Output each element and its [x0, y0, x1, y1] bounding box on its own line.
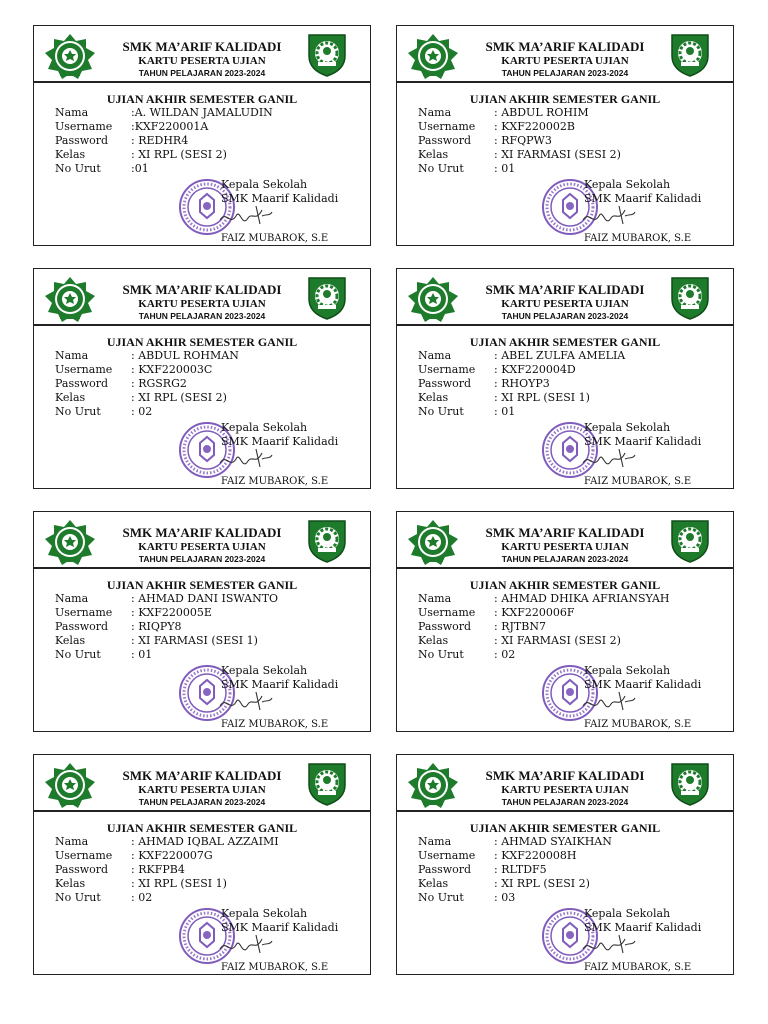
card-header — [397, 755, 733, 812]
value-kelas: : XI FARMASI (SESI 2) — [494, 148, 621, 161]
exam-title: UJIAN AKHIR SEMESTER GANIL — [469, 335, 661, 349]
label-password: Password — [418, 620, 472, 633]
value-password: : RIQPY8 — [131, 620, 182, 633]
participant-fields — [418, 349, 625, 419]
principal-block — [584, 664, 701, 692]
card-header — [397, 26, 733, 83]
label-password: Password — [418, 863, 472, 876]
principal-name: FAIZ MUBAROK, S.E — [221, 233, 329, 244]
card-title: KARTU PESERTA UJIAN — [138, 298, 266, 310]
principal-block — [221, 907, 338, 935]
label-nama: Nama — [418, 106, 452, 119]
field-kelas — [55, 877, 279, 891]
exam-card — [396, 754, 734, 975]
field-kelas — [55, 634, 278, 648]
card-title: KARTU PESERTA UJIAN — [501, 541, 629, 553]
label-username: Username — [418, 606, 476, 619]
exam-title: UJIAN AKHIR SEMESTER GANIL — [469, 821, 661, 835]
label-nama: Nama — [418, 592, 452, 605]
field-username — [418, 606, 669, 620]
principal-school: SMK Maarif Kalidadi — [221, 435, 339, 448]
label-nama: Nama — [55, 106, 89, 119]
label-no-urut: No Urut — [55, 648, 101, 661]
field-no-urut — [55, 891, 279, 905]
label-nama: Nama — [55, 592, 89, 605]
value-no-urut: : 02 — [131, 405, 153, 418]
academic-year: TAHUN PELAJARAN 2023-2024 — [501, 311, 629, 321]
field-password — [418, 134, 621, 148]
academic-year: TAHUN PELAJARAN 2023-2024 — [138, 554, 266, 564]
participant-fields — [55, 106, 273, 176]
card-title: KARTU PESERTA UJIAN — [501, 784, 629, 796]
school-name: SMK MA’ARIF KALIDADI — [485, 768, 645, 783]
principal-school: SMK Maarif Kalidadi — [584, 678, 702, 691]
field-nama — [418, 835, 612, 849]
label-username: Username — [55, 120, 113, 133]
school-logo-icon — [405, 276, 461, 324]
value-password: : RHOYP3 — [494, 377, 550, 390]
value-nama: : ABEL ZULFA AMELIA — [494, 349, 626, 362]
label-no-urut: No Urut — [55, 405, 101, 418]
card-header — [34, 512, 370, 569]
label-username: Username — [55, 363, 113, 376]
field-password — [418, 863, 612, 877]
field-password — [55, 134, 273, 148]
principal-school: SMK Maarif Kalidadi — [221, 678, 339, 691]
value-kelas: : XI RPL (SESI 2) — [494, 877, 590, 890]
value-password: : REDHR4 — [131, 134, 189, 147]
field-password — [55, 863, 279, 877]
value-nama: : AHMAD DANI ISWANTO — [131, 592, 279, 605]
label-username: Username — [55, 606, 113, 619]
exam-title: UJIAN AKHIR SEMESTER GANIL — [469, 578, 661, 592]
principal-block — [584, 421, 701, 449]
academic-year: TAHUN PELAJARAN 2023-2024 — [138, 68, 266, 78]
label-kelas: Kelas — [418, 877, 449, 890]
exam-card — [33, 25, 371, 246]
exam-title: UJIAN AKHIR SEMESTER GANIL — [106, 92, 298, 106]
school-logo-icon — [405, 519, 461, 567]
field-no-urut — [418, 891, 612, 905]
field-nama — [55, 835, 279, 849]
participant-fields — [55, 349, 239, 419]
signature-icon — [216, 202, 274, 230]
principal-name: FAIZ MUBAROK, S.E — [584, 962, 692, 973]
label-kelas: Kelas — [418, 634, 449, 647]
value-username: : KXF220004D — [494, 363, 576, 376]
field-no-urut — [418, 405, 625, 419]
value-username: : KXF220008H — [494, 849, 577, 862]
value-username: : KXF220002B — [494, 120, 575, 133]
participant-fields — [418, 106, 621, 176]
principal-block — [584, 178, 701, 206]
shield-logo-icon — [669, 518, 711, 564]
field-username — [418, 849, 612, 863]
school-name: SMK MA’ARIF KALIDADI — [122, 525, 282, 540]
card-header — [34, 269, 370, 326]
principal-name: FAIZ MUBAROK, S.E — [221, 962, 329, 973]
value-password: : RGSRG2 — [131, 377, 187, 390]
value-kelas: : XI FARMASI (SESI 1) — [131, 634, 258, 647]
field-password — [418, 377, 625, 391]
field-username — [55, 363, 239, 377]
school-logo-icon — [405, 762, 461, 810]
label-password: Password — [55, 134, 109, 147]
principal-school: SMK Maarif Kalidadi — [584, 192, 702, 205]
principal-name: FAIZ MUBAROK, S.E — [221, 476, 329, 487]
exam-card — [33, 754, 371, 975]
field-username — [55, 606, 278, 620]
label-no-urut: No Urut — [418, 405, 464, 418]
field-kelas — [418, 877, 612, 891]
signature-icon — [579, 445, 637, 473]
value-nama: : AHMAD SYAIKHAN — [494, 835, 612, 848]
label-kelas: Kelas — [418, 391, 449, 404]
shield-logo-icon — [669, 275, 711, 321]
label-no-urut: No Urut — [55, 162, 101, 175]
label-kelas: Kelas — [55, 634, 86, 647]
card-title: KARTU PESERTA UJIAN — [138, 541, 266, 553]
signature-icon — [579, 688, 637, 716]
principal-school: SMK Maarif Kalidadi — [584, 435, 702, 448]
signature-icon — [216, 445, 274, 473]
principal-block — [584, 907, 701, 935]
participant-fields — [55, 592, 278, 662]
card-header — [34, 755, 370, 812]
field-nama — [55, 592, 278, 606]
value-username: : KXF220007G — [131, 849, 213, 862]
card-header — [397, 512, 733, 569]
principal-school: SMK Maarif Kalidadi — [221, 921, 339, 934]
signature-icon — [579, 931, 637, 959]
field-nama — [418, 349, 625, 363]
label-password: Password — [55, 620, 109, 633]
school-logo-icon — [405, 33, 461, 81]
value-no-urut: : 03 — [494, 891, 516, 904]
field-password — [418, 620, 669, 634]
label-username: Username — [55, 849, 113, 862]
principal-name: FAIZ MUBAROK, S.E — [584, 233, 692, 244]
principal-name: FAIZ MUBAROK, S.E — [584, 476, 692, 487]
label-username: Username — [418, 849, 476, 862]
field-no-urut — [418, 648, 669, 662]
field-username — [55, 120, 273, 134]
exam-card — [396, 268, 734, 489]
value-kelas: : XI RPL (SESI 2) — [131, 148, 227, 161]
signature-icon — [216, 688, 274, 716]
value-no-urut: :01 — [131, 162, 149, 175]
field-nama — [55, 106, 273, 120]
label-no-urut: No Urut — [418, 891, 464, 904]
field-password — [55, 377, 239, 391]
exam-title: UJIAN AKHIR SEMESTER GANIL — [106, 335, 298, 349]
label-password: Password — [418, 134, 472, 147]
principal-role: Kepala Sekolah — [584, 907, 671, 920]
principal-role: Kepala Sekolah — [584, 178, 671, 191]
principal-role: Kepala Sekolah — [221, 421, 308, 434]
principal-role: Kepala Sekolah — [221, 178, 308, 191]
card-title: KARTU PESERTA UJIAN — [501, 298, 629, 310]
value-password: : RKFPB4 — [131, 863, 185, 876]
field-no-urut — [55, 648, 278, 662]
value-kelas: : XI RPL (SESI 2) — [131, 391, 227, 404]
shield-logo-icon — [306, 518, 348, 564]
field-kelas — [418, 634, 669, 648]
principal-role: Kepala Sekolah — [584, 421, 671, 434]
school-logo-icon — [42, 519, 98, 567]
school-logo-icon — [42, 33, 98, 81]
label-kelas: Kelas — [55, 148, 86, 161]
card-header — [397, 269, 733, 326]
school-name: SMK MA’ARIF KALIDADI — [122, 282, 282, 297]
school-name: SMK MA’ARIF KALIDADI — [485, 39, 645, 54]
label-nama: Nama — [55, 349, 89, 362]
label-no-urut: No Urut — [55, 891, 101, 904]
field-no-urut — [55, 162, 273, 176]
label-kelas: Kelas — [55, 391, 86, 404]
value-no-urut: : 02 — [131, 891, 153, 904]
signature-icon — [579, 202, 637, 230]
school-logo-icon — [42, 276, 98, 324]
value-no-urut: : 02 — [494, 648, 516, 661]
field-no-urut — [55, 405, 239, 419]
school-name: SMK MA’ARIF KALIDADI — [122, 39, 282, 54]
value-nama: : ABDUL ROHMAN — [131, 349, 239, 362]
value-username: : KXF220006F — [494, 606, 575, 619]
exam-card — [33, 511, 371, 732]
label-password: Password — [55, 377, 109, 390]
participant-fields — [55, 835, 279, 905]
academic-year: TAHUN PELAJARAN 2023-2024 — [501, 797, 629, 807]
field-username — [418, 363, 625, 377]
principal-name: FAIZ MUBAROK, S.E — [584, 719, 692, 730]
exam-card — [396, 25, 734, 246]
value-username: : KXF220003C — [131, 363, 213, 376]
value-nama: : AHMAD IQBAL AZZAIMI — [131, 835, 279, 848]
value-no-urut: : 01 — [494, 162, 516, 175]
label-username: Username — [418, 120, 476, 133]
value-nama: : ABDUL ROHIM — [494, 106, 589, 119]
value-password: : RLTDF5 — [494, 863, 547, 876]
school-logo-icon — [42, 762, 98, 810]
value-no-urut: : 01 — [494, 405, 516, 418]
card-title: KARTU PESERTA UJIAN — [138, 55, 266, 67]
shield-logo-icon — [669, 32, 711, 78]
label-password: Password — [55, 863, 109, 876]
shield-logo-icon — [306, 275, 348, 321]
value-no-urut: : 01 — [131, 648, 153, 661]
principal-role: Kepala Sekolah — [221, 907, 308, 920]
academic-year: TAHUN PELAJARAN 2023-2024 — [138, 797, 266, 807]
principal-role: Kepala Sekolah — [221, 664, 308, 677]
card-header — [34, 26, 370, 83]
value-kelas: : XI FARMASI (SESI 2) — [494, 634, 621, 647]
value-kelas: : XI RPL (SESI 1) — [494, 391, 590, 404]
field-kelas — [55, 148, 273, 162]
label-nama: Nama — [418, 349, 452, 362]
label-password: Password — [418, 377, 472, 390]
field-nama — [418, 592, 669, 606]
value-password: : RJTBN7 — [494, 620, 546, 633]
principal-block — [221, 664, 338, 692]
field-kelas — [55, 391, 239, 405]
principal-block — [221, 178, 338, 206]
principal-role: Kepala Sekolah — [584, 664, 671, 677]
exam-card — [33, 268, 371, 489]
school-name: SMK MA’ARIF KALIDADI — [122, 768, 282, 783]
value-username: :KXF220001A — [131, 120, 209, 133]
label-no-urut: No Urut — [418, 648, 464, 661]
exam-card — [396, 511, 734, 732]
field-nama — [55, 349, 239, 363]
participant-fields — [418, 592, 669, 662]
shield-logo-icon — [306, 32, 348, 78]
principal-name: FAIZ MUBAROK, S.E — [221, 719, 329, 730]
exam-title: UJIAN AKHIR SEMESTER GANIL — [469, 92, 661, 106]
field-kelas — [418, 148, 621, 162]
academic-year: TAHUN PELAJARAN 2023-2024 — [501, 68, 629, 78]
field-username — [55, 849, 279, 863]
label-no-urut: No Urut — [418, 162, 464, 175]
label-nama: Nama — [418, 835, 452, 848]
card-title: KARTU PESERTA UJIAN — [501, 55, 629, 67]
field-no-urut — [418, 162, 621, 176]
shield-logo-icon — [669, 761, 711, 807]
value-nama: : AHMAD DHIKA AFRIANSYAH — [494, 592, 670, 605]
shield-logo-icon — [306, 761, 348, 807]
principal-school: SMK Maarif Kalidadi — [584, 921, 702, 934]
school-name: SMK MA’ARIF KALIDADI — [485, 282, 645, 297]
field-kelas — [418, 391, 625, 405]
label-kelas: Kelas — [418, 148, 449, 161]
principal-school: SMK Maarif Kalidadi — [221, 192, 339, 205]
participant-fields — [418, 835, 612, 905]
exam-title: UJIAN AKHIR SEMESTER GANIL — [106, 578, 298, 592]
label-username: Username — [418, 363, 476, 376]
label-kelas: Kelas — [55, 877, 86, 890]
label-nama: Nama — [55, 835, 89, 848]
exam-title: UJIAN AKHIR SEMESTER GANIL — [106, 821, 298, 835]
card-title: KARTU PESERTA UJIAN — [138, 784, 266, 796]
field-password — [55, 620, 278, 634]
value-username: : KXF220005E — [131, 606, 212, 619]
field-username — [418, 120, 621, 134]
signature-icon — [216, 931, 274, 959]
value-kelas: : XI RPL (SESI 1) — [131, 877, 227, 890]
field-nama — [418, 106, 621, 120]
value-nama: :A. WILDAN JAMALUDIN — [131, 106, 273, 119]
principal-block — [221, 421, 338, 449]
academic-year: TAHUN PELAJARAN 2023-2024 — [138, 311, 266, 321]
school-name: SMK MA’ARIF KALIDADI — [485, 525, 645, 540]
value-password: : RFQPW3 — [494, 134, 552, 147]
academic-year: TAHUN PELAJARAN 2023-2024 — [501, 554, 629, 564]
